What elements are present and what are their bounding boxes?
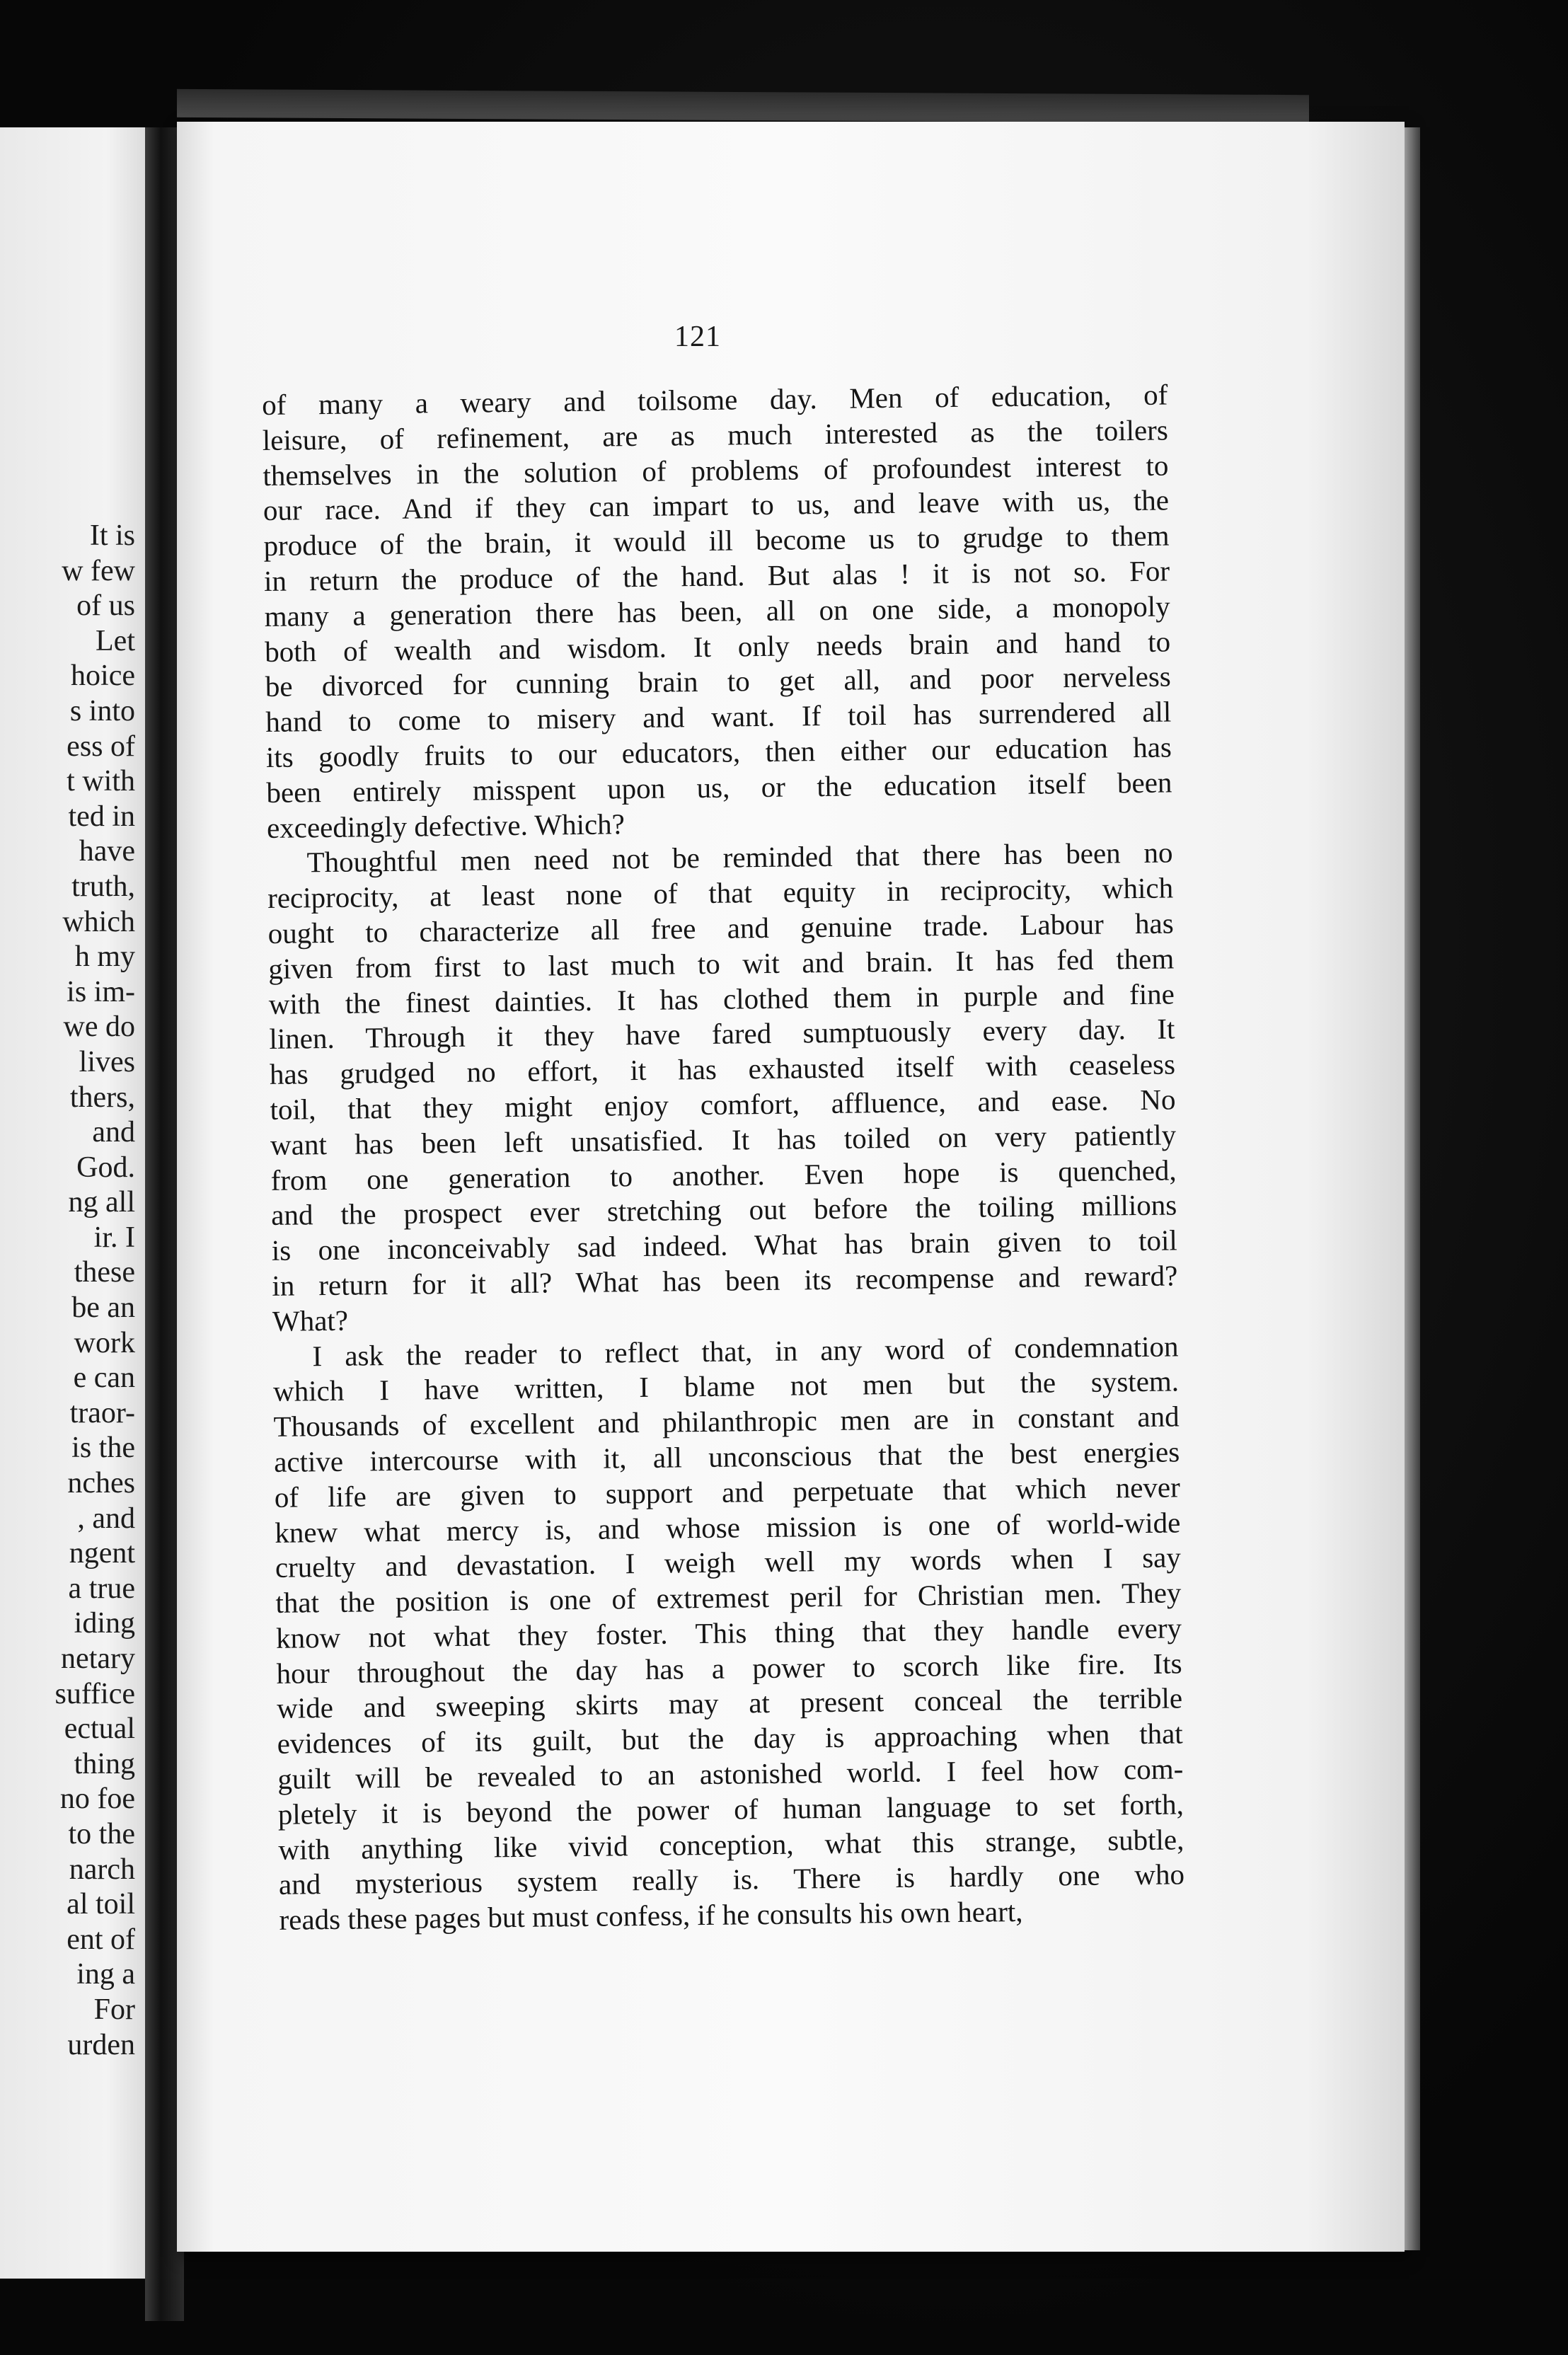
left-page-line: ir. I: [93, 1221, 135, 1254]
text-line: Thousands of excellent and philanthropic men are in constant and: [273, 1400, 1180, 1444]
left-page-line: ing a: [76, 1958, 135, 1991]
text-line: know not what they foster. This thing that they handle every: [275, 1611, 1182, 1654]
text-line: has grudged no effort, it has exhausted itself with ceaseless: [269, 1047, 1176, 1091]
left-page-line: lives: [79, 1045, 135, 1078]
left-page-line: of us: [76, 589, 135, 623]
left-page-line: w few: [62, 554, 135, 587]
text-line: of many a weary and toilsome day. Men of education, of: [262, 378, 1168, 421]
left-page-line: ngent: [69, 1537, 135, 1570]
text-line: reads these pages but must confess, if he consults his own heart,: [279, 1895, 1023, 1937]
left-page: [0, 127, 152, 2279]
left-page-line: is im-: [67, 975, 135, 1008]
text-line: exceedingly defective. Which?: [266, 807, 626, 844]
text-line: and mysterious system really is. There is hardly one who: [278, 1858, 1185, 1901]
left-page-line: a true: [68, 1572, 135, 1605]
text-line: many a generation there has been, all on one side, a monopoly: [264, 589, 1170, 633]
left-page-line: work: [74, 1326, 135, 1359]
text-line: from one generation to another. Even hope is quenched,: [270, 1153, 1177, 1197]
text-line: with anything like vivid conception, what this strange, subtle,: [278, 1823, 1184, 1866]
text-line: active intercourse with it, all unconscious that the best energies: [273, 1435, 1180, 1478]
left-page-line: traor-: [69, 1396, 135, 1429]
text-line: both of wealth and wisdom. It only needs brain and hand to: [264, 625, 1171, 668]
left-page-line: urden: [67, 2028, 135, 2061]
left-page-line: For: [93, 1993, 135, 2026]
left-page-line: s into: [69, 694, 135, 727]
left-page-line: these: [74, 1256, 135, 1289]
text-line: toil, that they might enjoy comfort, affluence, and ease. No: [270, 1083, 1176, 1126]
left-page-line: ted in: [68, 800, 135, 833]
text-line: given from first to last much to wit and brain. It has fed them: [268, 942, 1175, 985]
text-line: in return for it all? What has been its recompense and reward?: [272, 1259, 1178, 1302]
text-line: themselves in the solution of problems of profoundest interest to: [263, 449, 1169, 492]
text-line: with the finest dainties. It has clothed them in purple and fine: [268, 977, 1175, 1020]
left-page-line: thing: [74, 1747, 135, 1780]
left-page-line: nches: [67, 1467, 135, 1500]
left-page-text: [54, 519, 135, 2063]
left-page-line: to the: [68, 1817, 135, 1850]
left-page-line: ess of: [67, 730, 135, 763]
left-page-line: hoice: [71, 660, 135, 693]
text-line: pletely it is beyond the power of human language to set forth,: [277, 1787, 1184, 1831]
paragraph: [262, 377, 1172, 846]
text-line: cruelty and devastation. I weigh well my words when I say: [275, 1541, 1182, 1584]
left-page-line: h my: [74, 940, 135, 974]
text-line: wide and sweeping skirts may at present conceal the terrible: [276, 1681, 1183, 1725]
text-line: been entirely misspent upon us, or the education itself been: [266, 766, 1172, 809]
page-edge: [1405, 127, 1420, 2250]
text-line: which I have written, I blame not men but the system.: [272, 1364, 1180, 1408]
left-page-line: ng all: [68, 1186, 135, 1219]
book-top-edge: [177, 89, 1309, 123]
text-line: What?: [272, 1303, 349, 1337]
left-page-line: thers,: [69, 1081, 135, 1114]
text-line: hand to come to misery and want. If toil has surrendered all: [265, 695, 1172, 739]
left-page-line: truth,: [71, 870, 135, 903]
text-line: hour throughout the day has a power to scorch like fire. Its: [276, 1647, 1182, 1690]
left-page-line: and: [92, 1116, 135, 1149]
left-page-line: is the: [71, 1432, 135, 1465]
left-page-line: ectual: [64, 1712, 135, 1746]
left-page-line: e can: [73, 1361, 135, 1395]
left-page-line: be an: [71, 1291, 135, 1325]
paragraph: [272, 1329, 1185, 1938]
left-page-line: iding: [74, 1607, 135, 1640]
page-body-text: [262, 377, 1185, 1937]
text-line: of life are given to support and perpetuate that which never: [274, 1470, 1180, 1514]
text-line: that the position is one of extremest peril for Christian men. They: [275, 1576, 1182, 1619]
text-line: its goodly fruits to our educators, then either our education has: [265, 730, 1172, 773]
text-line: and the prospect ever stretching out before the toiling millions: [271, 1188, 1177, 1232]
left-page-line: ent of: [67, 1923, 135, 1956]
text-line: is one inconceivably sad indeed. What has brain given to toil: [271, 1223, 1178, 1267]
text-line: our race. And if they can impart to us, and leave with us, the: [263, 483, 1170, 527]
text-line: linen. Through it they have fared sumptuously every day. It: [269, 1012, 1175, 1056]
text-line: evidences of its guilt, but the day is approaching when that: [277, 1717, 1183, 1761]
text-line: guilt will be revealed to an astonished world. I feel how com-: [277, 1752, 1184, 1795]
left-page-line: t with: [67, 765, 135, 798]
left-page-line: , and: [77, 1502, 135, 1535]
left-page-line: It is: [89, 519, 135, 552]
text-line: Thoughtful men need not be reminded that there has been no: [306, 836, 1173, 879]
text-line: ought to characterize all free and genuine trade. Labour has: [267, 906, 1174, 950]
text-line: reciprocity, at least none of that equity in reciprocity, which: [267, 871, 1174, 915]
left-page-line: have: [79, 835, 135, 868]
text-line: be divorced for cunning brain to get all, and poor nerveless: [265, 660, 1171, 703]
text-line: in return the produce of the hand. But alas ! it is not so. For: [263, 554, 1170, 597]
text-line: knew what mercy is, and whose mission is one of world-wide: [275, 1505, 1181, 1549]
left-page-line: netary: [61, 1642, 135, 1675]
text-line: want has been left unsatisfied. It has toiled on very patiently: [270, 1118, 1177, 1161]
left-page-line: al toil: [67, 1888, 135, 1921]
left-page-line: Let: [96, 624, 135, 657]
page-number: 121: [674, 321, 721, 353]
left-page-line: God.: [76, 1151, 135, 1184]
left-page-line: which: [62, 905, 135, 938]
paragraph: [267, 836, 1178, 1340]
text-line: leisure, of refinement, are as much interested as the toilers: [262, 413, 1169, 456]
left-page-line: no foe: [59, 1783, 135, 1816]
left-page-line: we do: [63, 1010, 135, 1044]
text-line: I ask the reader to reflect that, in any word of condemnation: [312, 1329, 1179, 1372]
text-line: produce of the brain, it would ill become us to grudge to them: [263, 519, 1170, 563]
left-page-line: narch: [69, 1853, 135, 1886]
left-page-line: suffice: [54, 1677, 135, 1710]
